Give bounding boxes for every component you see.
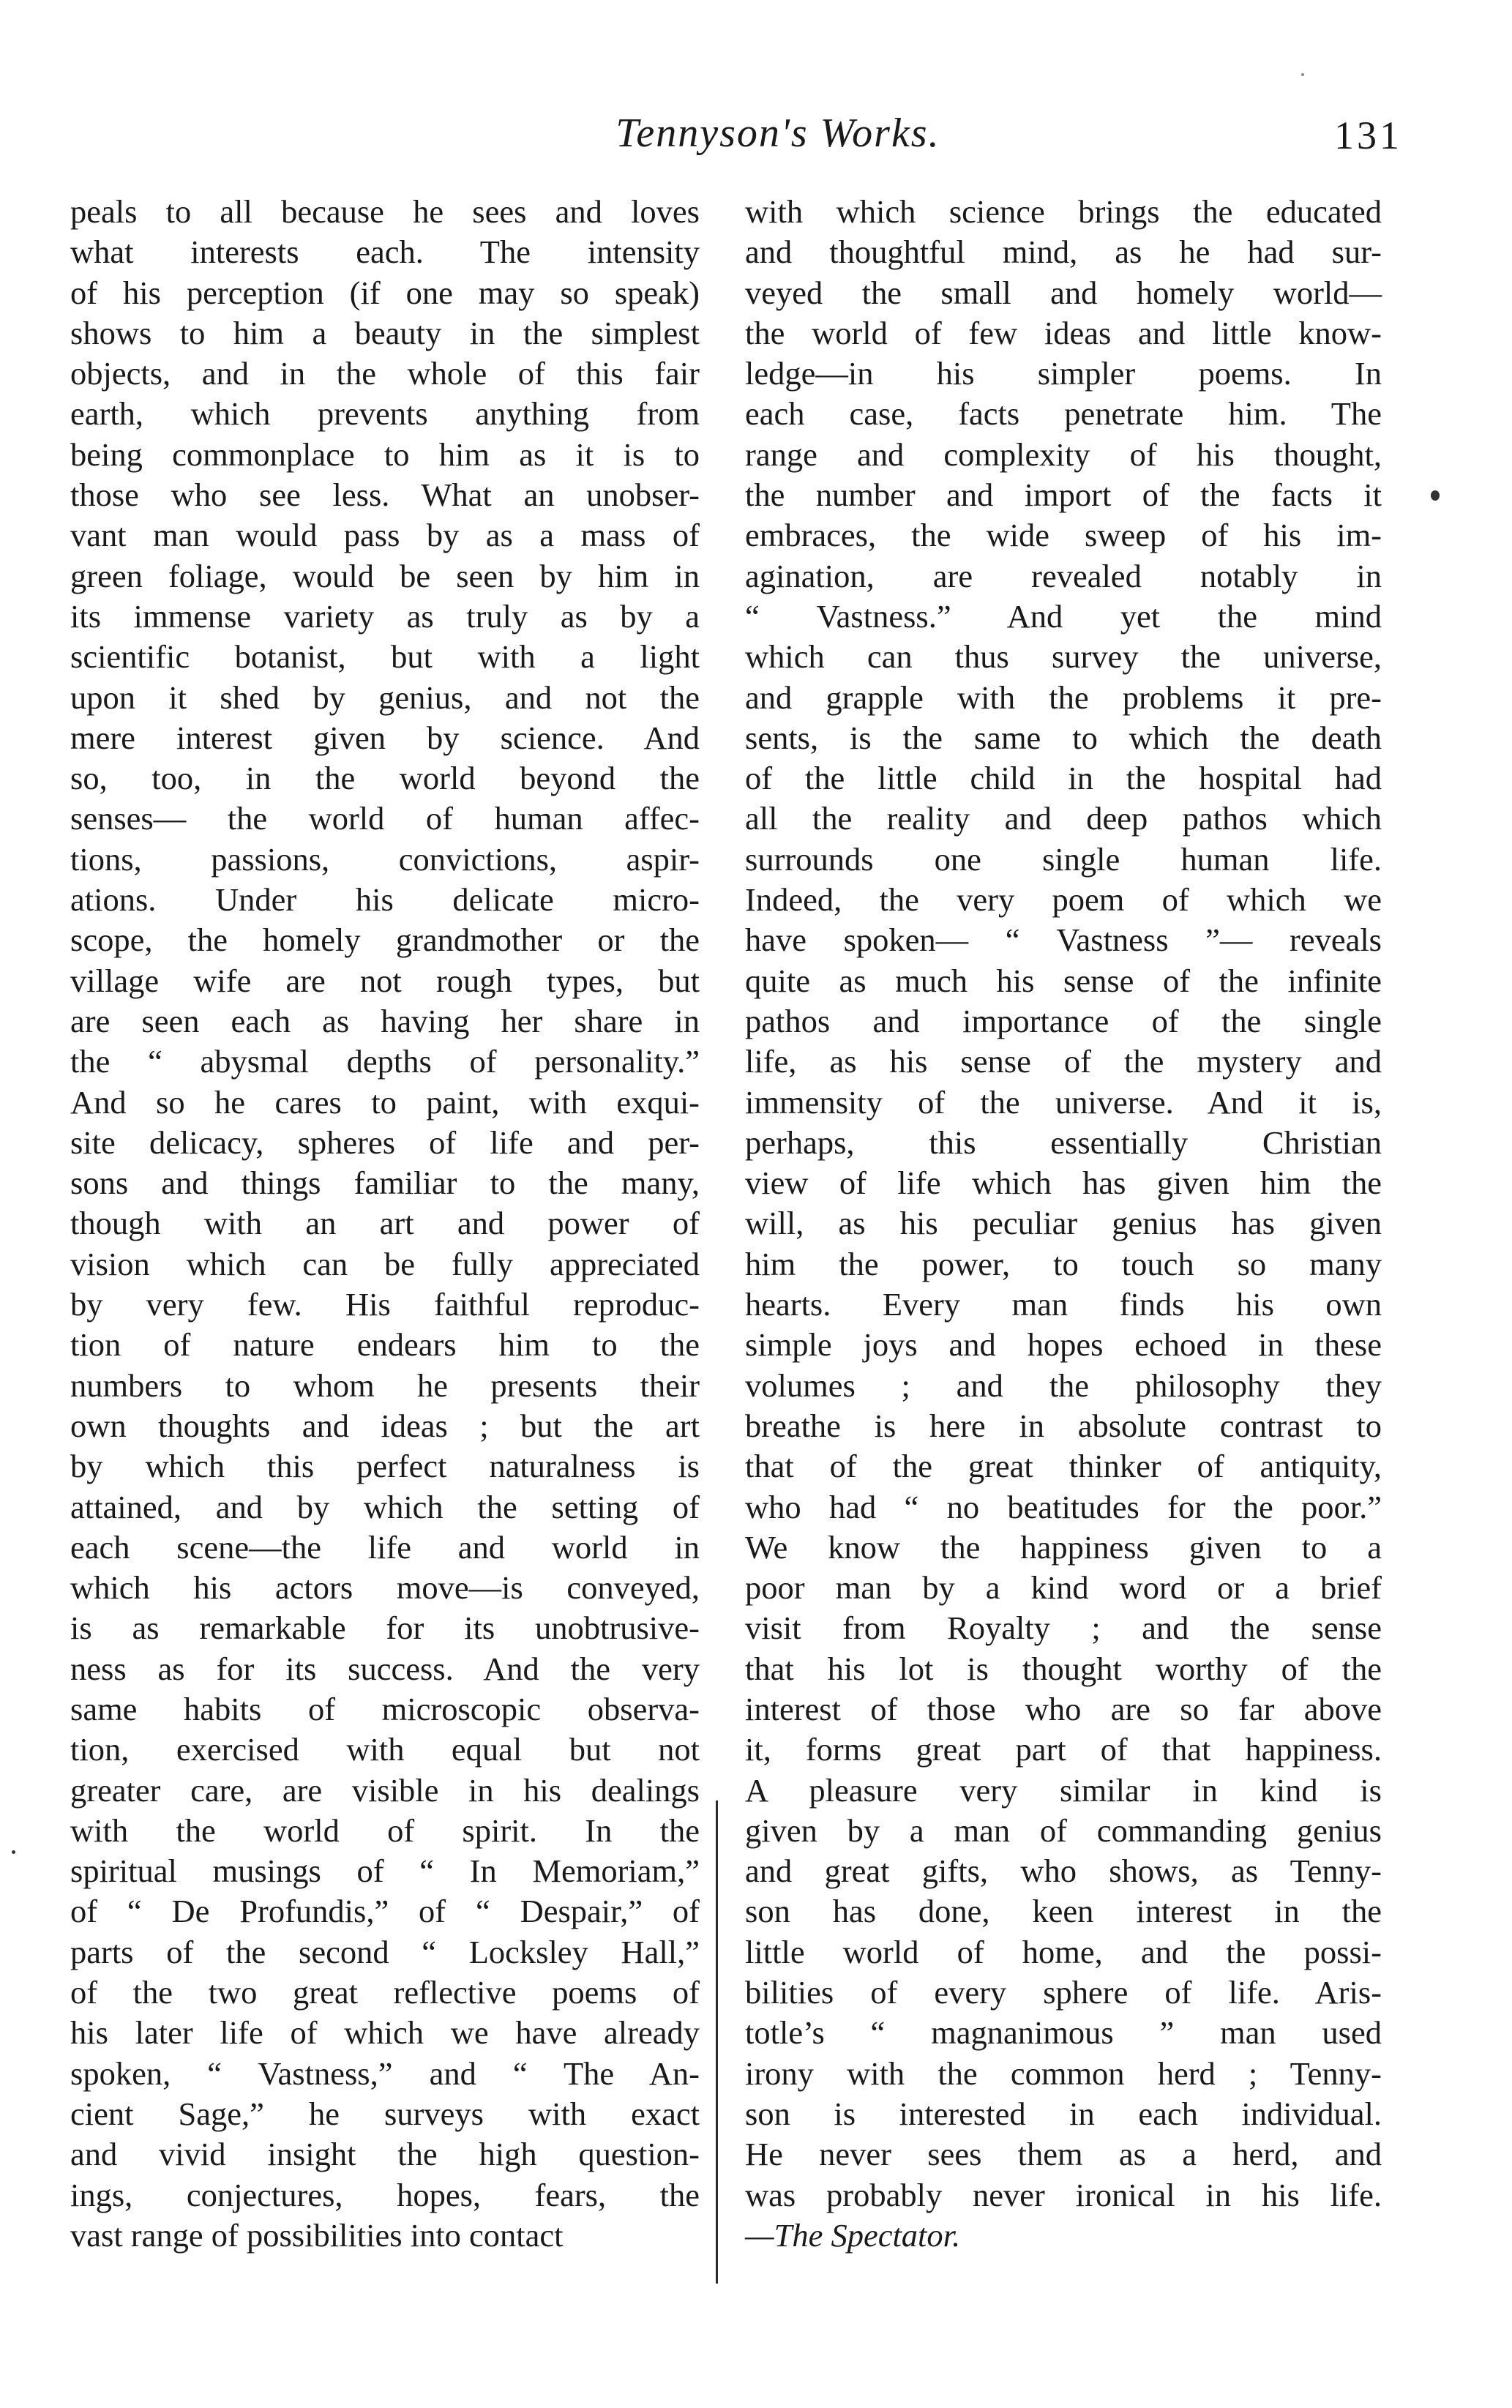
text-line: attained, and by which the setting of xyxy=(70,1488,700,1525)
text-line: We know the happiness given to a xyxy=(745,1528,1382,1566)
text-line: earth, which prevents anything from xyxy=(70,395,700,433)
signature-line: —The Spectator. xyxy=(745,2216,961,2254)
text-line: site delicacy, spheres of life and per- xyxy=(70,1123,700,1161)
text-line: He never sees them as a herd, and xyxy=(745,2136,1382,2173)
text-line: mere interest given by science. And xyxy=(70,719,700,756)
margin-mark xyxy=(1431,490,1440,501)
text-line: spoken, “ Vastness,” and “ The An- xyxy=(70,2054,700,2092)
text-line: ings, conjectures, hopes, fears, the xyxy=(70,2176,700,2213)
margin-mark xyxy=(12,1850,15,1854)
text-line: range and complexity of his thought, xyxy=(745,435,1382,473)
text-line: surrounds one single human life. xyxy=(745,840,1382,878)
text-line: his later life of which we have already xyxy=(70,2014,700,2052)
text-line: pathos and importance of the single xyxy=(745,1002,1382,1039)
text-line: sents, is the same to which the death xyxy=(745,719,1382,756)
text-line: that his lot is thought worthy of the xyxy=(745,1650,1382,1687)
text-line: it, forms great part of that happiness. xyxy=(745,1731,1382,1768)
text-line: with which science brings the educated xyxy=(745,193,1382,230)
text-line: spiritual musings of “ In Memoriam,” xyxy=(70,1852,700,1890)
text-line: who had “ no beatitudes for the poor.” xyxy=(745,1488,1382,1525)
text-line: volumes ; and the philosophy they xyxy=(745,1366,1382,1404)
text-line: A pleasure very similar in kind is xyxy=(745,1771,1382,1809)
text-line: bilities of every sphere of life. Aris- xyxy=(745,1974,1382,2011)
text-line: simple joys and hopes echoed in these xyxy=(745,1326,1382,1364)
left-column xyxy=(70,192,700,2256)
text-line: quite as much his sense of the infinite xyxy=(745,962,1382,999)
text-line: the number and import of the facts it xyxy=(745,476,1382,514)
text-line: and grapple with the problems it pre- xyxy=(745,678,1382,716)
text-line: “ Vastness.” And yet the mind xyxy=(745,597,1382,635)
text-line: though with an art and power of xyxy=(70,1205,700,1242)
text-line: village wife are not rough types, but xyxy=(70,962,700,999)
text-line: sons and things familiar to the many, xyxy=(70,1164,700,1202)
text-line: and thoughtful mind, as he had sur- xyxy=(745,233,1382,271)
text-line: son has done, keen interest in the xyxy=(745,1893,1382,1930)
text-line: ness as for its success. And the very xyxy=(70,1650,700,1687)
text-line: of his perception (if one may so speak) xyxy=(70,274,700,311)
text-line: parts of the second “ Locksley Hall,” xyxy=(70,1933,700,1970)
text-line: what interests each. The intensity xyxy=(70,233,700,271)
text-line: peals to all because he sees and loves xyxy=(70,193,700,230)
text-line: tions, passions, convictions, aspir- xyxy=(70,840,700,878)
text-line: view of life which has given him the xyxy=(745,1164,1382,1202)
text-line: that of the great thinker of antiquity, xyxy=(745,1448,1382,1485)
text-line: given by a man of commanding genius xyxy=(745,1811,1382,1849)
text-line: embraces, the wide sweep of his im- xyxy=(745,517,1382,554)
text-line: numbers to whom he presents their xyxy=(70,1366,700,1404)
text-line: visit from Royalty ; and the sense xyxy=(745,1609,1382,1647)
margin-mark xyxy=(1301,73,1304,76)
text-line: And so he cares to paint, with exqui- xyxy=(70,1083,700,1121)
text-line: tion, exercised with equal but not xyxy=(70,1731,700,1768)
text-line: same habits of microscopic observa- xyxy=(70,1690,700,1727)
text-line: the world of few ideas and little know- xyxy=(745,314,1382,351)
text-line: of the little child in the hospital had xyxy=(745,760,1382,797)
text-line: objects, and in the whole of this fair xyxy=(70,355,700,392)
text-line: green foliage, would be seen by him in xyxy=(70,557,700,594)
text-line: upon it shed by genius, and not the xyxy=(70,678,700,716)
text-line: vast range of possibilities into contact xyxy=(70,2216,564,2254)
text-line: totle’s “ magnanimous ” man used xyxy=(745,2014,1382,2052)
text-line: the “ abysmal depths of personality.” xyxy=(70,1043,700,1080)
text-line: all the reality and deep pathos which xyxy=(745,800,1382,837)
text-line: with the world of spirit. In the xyxy=(70,1811,700,1849)
text-line: shows to him a beauty in the simplest xyxy=(70,314,700,351)
running-title: Tennyson's Works. xyxy=(615,111,940,156)
text-line: senses— the world of human affec- xyxy=(70,800,700,837)
text-line: ations. Under his delicate micro- xyxy=(70,881,700,919)
text-line: by which this perfect naturalness is xyxy=(70,1448,700,1485)
text-line: scientific botanist, but with a light xyxy=(70,638,700,676)
right-column xyxy=(745,192,1382,2256)
text-line: hearts. Every man finds his own xyxy=(745,1286,1382,1323)
text-line: poor man by a kind word or a brief xyxy=(745,1569,1382,1607)
text-line: by very few. His faithful reproduc- xyxy=(70,1286,700,1323)
text-line: each scene—the life and world in xyxy=(70,1528,700,1566)
text-line: cient Sage,” he surveys with exact xyxy=(70,2095,700,2132)
text-line: will, as his peculiar genius has given xyxy=(745,1205,1382,1242)
text-line: being commonplace to him as it is to xyxy=(70,435,700,473)
text-line: so, too, in the world beyond the xyxy=(70,760,700,797)
text-line: him the power, to touch so many xyxy=(745,1245,1382,1282)
text-line: which his actors move—is conveyed, xyxy=(70,1569,700,1607)
page-header xyxy=(0,110,1512,161)
text-line: agination, are revealed notably in xyxy=(745,557,1382,594)
text-line: greater care, are visible in his dealings xyxy=(70,1771,700,1809)
text-line: own thoughts and ideas ; but the art xyxy=(70,1407,700,1444)
text-line: scope, the homely grandmother or the xyxy=(70,921,700,959)
text-line: each case, facts penetrate him. The xyxy=(745,395,1382,433)
text-line: of “ De Profundis,” of “ Despair,” of xyxy=(70,1893,700,1930)
text-line: and great gifts, who shows, as Tenny- xyxy=(745,1852,1382,1890)
text-line: its immense variety as truly as by a xyxy=(70,597,700,635)
text-line: veyed the small and homely world— xyxy=(745,274,1382,311)
text-line: irony with the common herd ; Tenny- xyxy=(745,2054,1382,2092)
text-line: ledge—in his simpler poems. In xyxy=(745,355,1382,392)
text-line: life, as his sense of the mystery and xyxy=(745,1043,1382,1080)
text-line: have spoken— “ Vastness ”— reveals xyxy=(745,921,1382,959)
page-number: 131 xyxy=(1334,113,1402,157)
text-line: perhaps, this essentially Christian xyxy=(745,1123,1382,1161)
text-line: breathe is here in absolute contrast to xyxy=(745,1407,1382,1444)
text-line: those who see less. What an unobser- xyxy=(70,476,700,514)
column-rule xyxy=(716,1801,718,2284)
text-line: vant man would pass by as a mass of xyxy=(70,517,700,554)
text-line: of the two great reflective poems of xyxy=(70,1974,700,2011)
text-line: son is interested in each individual. xyxy=(745,2095,1382,2132)
text-line: Indeed, the very poem of which we xyxy=(745,881,1382,919)
text-line: little world of home, and the possi- xyxy=(745,1933,1382,1970)
text-line: immensity of the universe. And it is, xyxy=(745,1083,1382,1121)
text-line: interest of those who are so far above xyxy=(745,1690,1382,1727)
text-line: was probably never ironical in his life. xyxy=(745,2176,1382,2213)
text-line: and vivid insight the high question- xyxy=(70,2136,700,2173)
text-line: which can thus survey the universe, xyxy=(745,638,1382,676)
text-line: is as remarkable for its unobtrusive- xyxy=(70,1609,700,1647)
text-line: tion of nature endears him to the xyxy=(70,1326,700,1364)
text-line: are seen each as having her share in xyxy=(70,1002,700,1039)
text-line: vision which can be fully appreciated xyxy=(70,1245,700,1282)
